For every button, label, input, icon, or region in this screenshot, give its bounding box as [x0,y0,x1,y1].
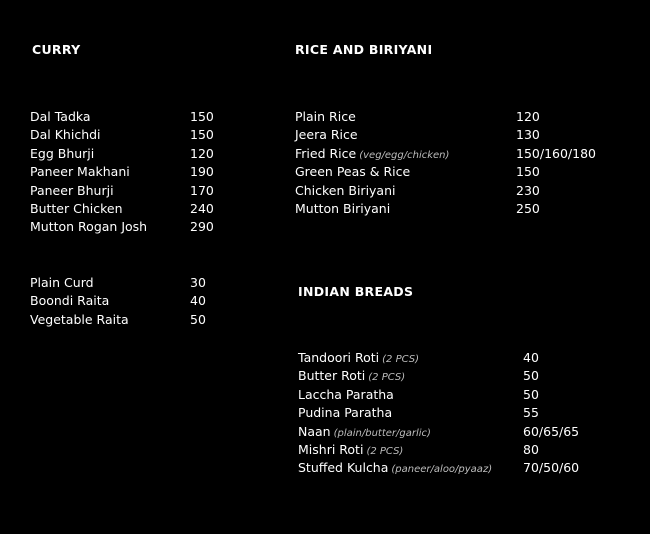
menu-item-price: 60/65/65 [523,423,580,439]
menu-item [298,349,618,367]
menu-item-price: 150/160/180 [516,145,596,161]
menu-item-price: 30 [190,275,206,290]
menu-item-price: 50 [190,311,206,327]
menu-item [30,163,230,181]
menu-item-name-text: Laccha Paratha [298,386,394,402]
indian-breads-heading: INDIAN BREADS [298,284,414,299]
menu-item-name-text: Mutton Biriyani [295,200,391,216]
menu-item [30,292,230,310]
menu-item-price: 130 [516,127,540,143]
menu-item [298,404,618,422]
menu-item-price: 150 [190,127,214,143]
menu-item-name-text: Mutton Rogan Josh [30,219,148,235]
menu-item-name-text: Paneer Bhurji [30,182,114,198]
indian-breads-list [298,349,618,478]
menu-item-name-text: Chicken Biriyani [295,182,396,198]
menu-item [298,423,618,441]
menu-item-note: (2 PCS) [368,372,406,384]
curry-list [30,108,230,237]
rice-biriyani-heading: RICE AND BIRIYANI [295,42,433,57]
menu-item-name-text: Dal Tadka [30,109,91,124]
menu-item [295,145,615,163]
menu-item-price: 150 [190,109,214,124]
menu-item-name [30,182,114,200]
menu-item-note: (veg/egg/chicken) [359,149,450,161]
menu-item-name [30,126,101,144]
menu-item-price: 290 [190,219,214,235]
menu-item [30,218,230,236]
menu-item [298,459,618,477]
menu-item-note: (2 PCS) [366,445,404,457]
menu-item [295,182,615,200]
menu-item-price: 40 [190,293,206,309]
menu-item [30,200,230,218]
menu-item-price: 240 [190,200,214,216]
menu-item-name [30,311,129,329]
curry-heading: CURRY [32,42,81,57]
menu-item [30,311,230,329]
menu-item-name [298,459,492,479]
menu-item-price: 170 [190,182,214,198]
menu-item [30,274,230,292]
menu-item-name [295,145,449,165]
menu-item-name-text: Naan [298,423,331,439]
menu-item-price: 230 [516,182,540,198]
menu-item-name-text: Plain Curd [30,275,94,290]
menu-item-name [30,163,130,181]
menu-item [30,145,230,163]
menu-item [295,108,615,126]
menu-item-name [295,182,396,200]
menu-item-name [295,163,410,181]
menu-item-name-text: Paneer Makhani [30,164,130,180]
menu-item-name-text: Butter Roti [298,368,366,384]
menu-item-name-text: Stuffed Kulcha [298,460,389,476]
menu-item [295,163,615,181]
menu-item-price: 70/50/60 [523,460,580,476]
menu-item-name [295,200,390,218]
menu-item-name-text: Pudina Paratha [298,405,393,421]
menu-item-note: (plain/butter/garlic) [333,427,431,439]
menu-item-price: 150 [516,164,540,180]
menu-item-name [298,386,394,404]
menu-item-name-text: Dal Khichdi [30,127,101,143]
menu-item-price: 250 [516,200,540,216]
menu-item-name [30,218,147,236]
menu-item-name [298,349,419,369]
menu-item-name-text: Egg Bhurji [30,145,95,161]
menu-item-name [295,108,356,126]
menu-item [298,386,618,404]
menu-item-name-text: Jeera Rice [295,127,358,143]
menu-item [30,182,230,200]
menu-item-price: 120 [190,145,214,161]
menu-item [295,200,615,218]
menu-item [298,441,618,459]
menu-item [30,126,230,144]
menu-item-name-text: Butter Chicken [30,200,123,216]
menu-item-name [30,200,123,218]
menu-item-price: 50 [523,368,539,384]
menu-item-price: 80 [523,441,539,457]
menu-item-price: 55 [523,405,539,421]
menu-item-name [298,441,403,461]
menu-item-name [298,404,392,422]
menu-item [295,126,615,144]
menu-item-name-text: Tandoori Roti [298,350,380,365]
menu-item-price: 40 [523,350,539,365]
menu-item-name-text: Boondi Raita [30,293,110,309]
menu-item-name-text: Plain Rice [295,109,356,124]
menu-item-name-text: Green Peas & Rice [295,164,411,180]
menu-item-name [30,292,109,310]
menu-item-price: 50 [523,386,539,402]
menu-item-price: 190 [190,164,214,180]
menu-item-name [295,126,358,144]
menu-item-price: 120 [516,109,540,124]
menu-item-note: (2 PCS) [382,354,420,365]
menu-item-name [30,274,94,292]
menu-item-name-text: Fried Rice [295,145,357,161]
menu-item-name-text: Vegetable Raita [30,311,129,327]
menu-item-name [298,367,405,387]
menu-item-name [30,145,94,163]
menu-item-name [298,423,431,443]
menu-item [30,108,230,126]
menu-item-name [30,108,91,126]
menu-item-name-text: Mishri Roti [298,441,364,457]
menu-item-note: (paneer/aloo/pyaaz) [391,464,493,476]
rice-biriyani-list [295,108,615,218]
raita-list [30,274,230,329]
menu-item [298,367,618,385]
